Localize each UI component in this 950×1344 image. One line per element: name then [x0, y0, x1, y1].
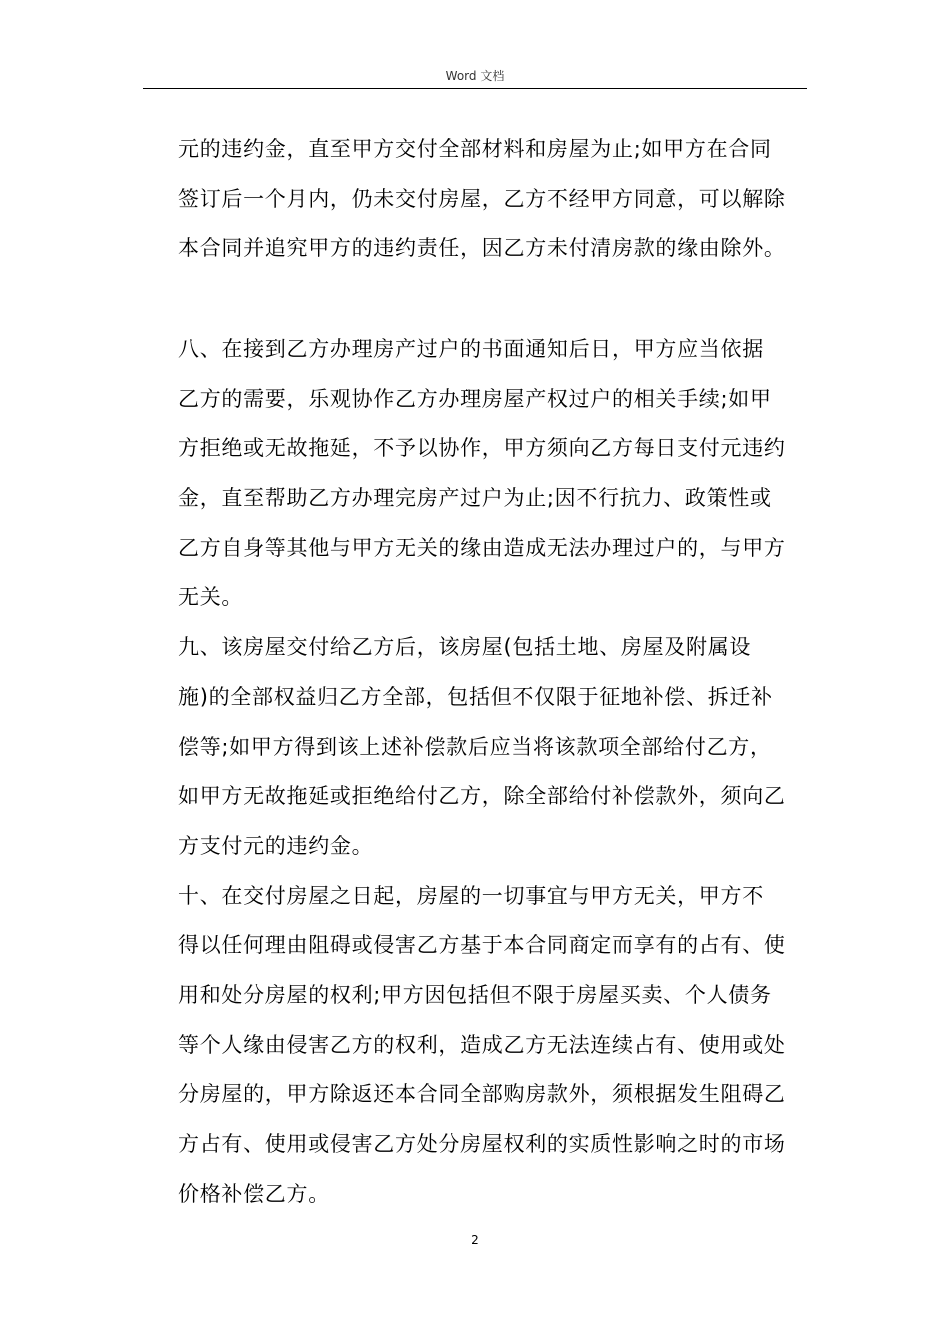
text-line: 如甲方无故拖延或拒绝给付乙方，除全部给付补偿款外，须向乙	[178, 784, 786, 809]
text-line: 金，直至帮助乙方办理完房产过户为止;因不行抗力、政策性或	[178, 486, 772, 511]
text-line: 方支付元的违约金。	[178, 833, 374, 858]
text-line: 无关。	[178, 585, 244, 610]
text-line: 签订后一个月内，仍未交付房屋，乙方不经甲方同意，可以解除	[178, 186, 786, 211]
text-line: 方占有、使用或侵害乙方处分房屋权利的实质性影响之时的市场	[178, 1132, 786, 1156]
text-line: 八、在接到乙方办理房产过户的书面通知后日，甲方应当依据	[178, 337, 764, 361]
text-line: 价格补偿乙方。	[178, 1181, 330, 1206]
header-divider	[143, 88, 807, 89]
text-line: 用和处分房屋的权利;甲方因包括但不限于房屋买卖、个人债务	[178, 982, 772, 1007]
header-title: Word 文档	[445, 69, 505, 83]
text-line: 乙方的需要，乐观协作乙方办理房屋产权过户的相关手续;如甲	[178, 386, 772, 411]
text-line: 偿等;如甲方得到该上述补偿款后应当将该款项全部给付乙方，	[178, 734, 772, 759]
page-number: 2	[471, 1233, 479, 1247]
text-line: 元的违约金，直至甲方交付全部材料和房屋为止;如甲方在合同	[178, 137, 772, 161]
text-line: 等个人缘由侵害乙方的权利，造成乙方无法连续占有、使用或处	[178, 1032, 786, 1057]
text-line: 本合同并追究甲方的违约责任，因乙方未付清房款的缘由除外。	[178, 236, 786, 261]
text-line: 九、该房屋交付给乙方后，该房屋(包括土地、房屋及附属设	[178, 635, 752, 660]
paragraph-block-2	[178, 325, 808, 1219]
text-line: 得以任何理由阻碍或侵害乙方基于本合同商定而享有的占有、使	[178, 933, 786, 958]
text-line: 施)的全部权益归乙方全部，包括但不仅限于征地补偿、拆迁补	[178, 684, 773, 709]
text-line: 十、在交付房屋之日起，房屋的一切事宜与甲方无关，甲方不	[178, 883, 764, 908]
paragraph-block-1	[178, 125, 808, 274]
text-line: 乙方自身等其他与甲方无关的缘由造成无法办理过户的，与甲方	[178, 535, 786, 560]
text-line: 方拒绝或无故拖延，不予以协作，甲方须向乙方每日支付元违约	[178, 436, 786, 461]
text-line: 分房屋的，甲方除返还本合同全部购房款外，须根据发生阻碍乙	[178, 1082, 786, 1107]
